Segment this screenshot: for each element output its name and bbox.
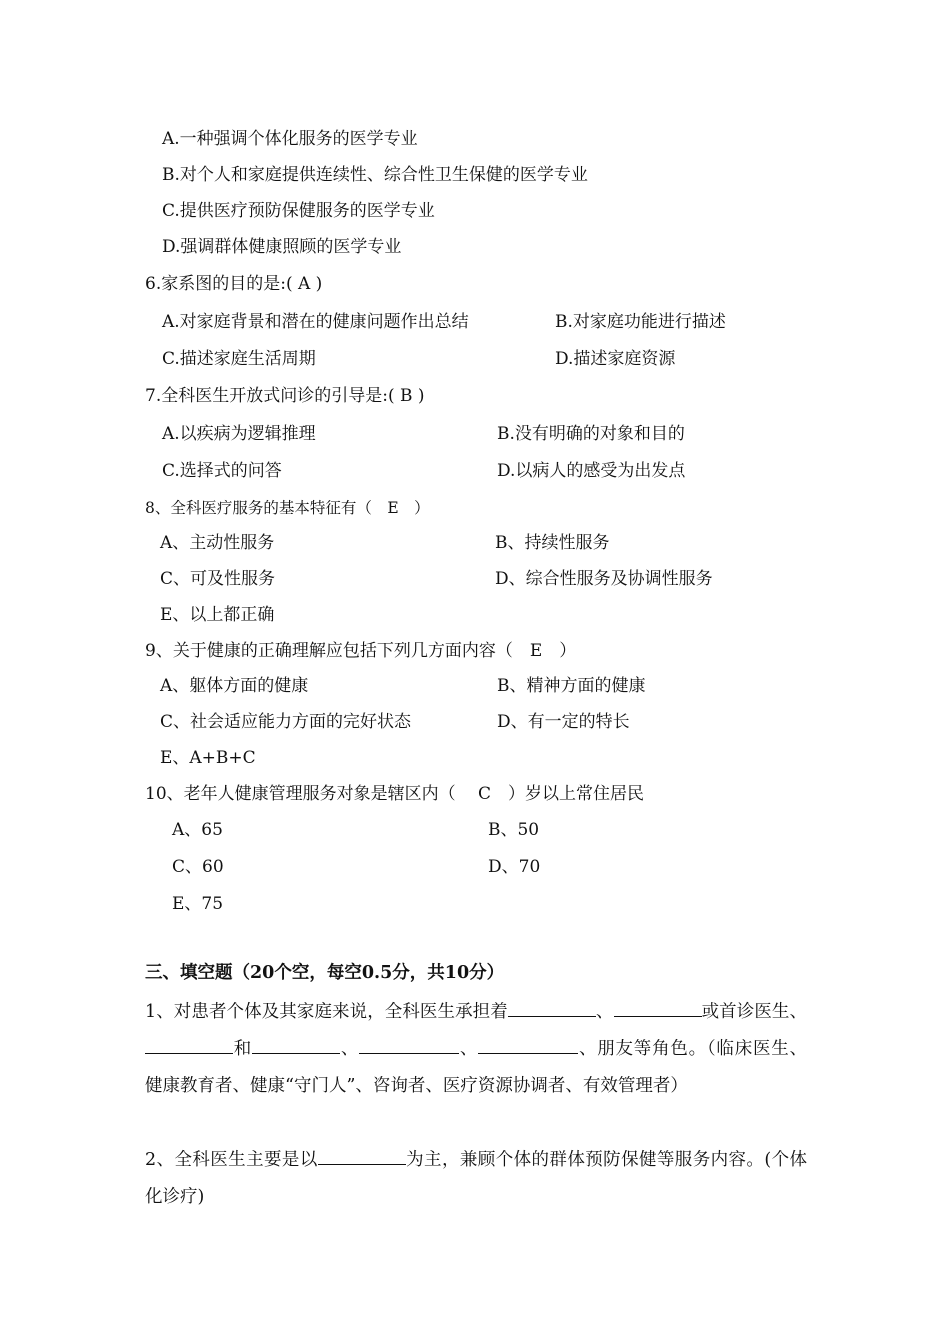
q8-option-c: C、可及性服务 bbox=[160, 569, 276, 589]
q7-option-d: D.以病人的感受为出发点 bbox=[497, 461, 686, 481]
q9-option-b: B、精神方面的健康 bbox=[497, 676, 646, 696]
answer-blank[interactable] bbox=[318, 1146, 406, 1165]
q6-option-c: C.描述家庭生活周期 bbox=[162, 349, 316, 369]
q9-option-d: D、有一定的特长 bbox=[497, 712, 630, 732]
q10-stem: 10、老年人健康管理服务对象是辖区内（ C ）岁以上常住居民 bbox=[145, 784, 645, 804]
q8-option-d: D、综合性服务及协调性服务 bbox=[495, 569, 713, 589]
q5-option-d: D.强调群体健康照顾的医学专业 bbox=[162, 237, 402, 257]
q7-option-b: B.没有明确的对象和目的 bbox=[497, 424, 685, 444]
answer-blank[interactable] bbox=[614, 998, 702, 1017]
q5-option-c: C.提供医疗预防保健服务的医学专业 bbox=[162, 201, 435, 221]
fill1-text-1: 1、对患者个体及其家庭来说，全科医生承担着 bbox=[145, 1002, 508, 1022]
q10-option-c: C、60 bbox=[172, 857, 224, 877]
fill1-text-5: 、 bbox=[340, 1039, 360, 1059]
fill1-text-6: 、 bbox=[459, 1039, 479, 1059]
fill2-text-1: 2、全科医生主要是以 bbox=[145, 1150, 318, 1170]
answer-blank[interactable] bbox=[508, 998, 596, 1017]
q8-option-e: E、以上都正确 bbox=[160, 605, 275, 625]
q7-option-a: A.以疾病为逻辑推理 bbox=[162, 424, 316, 444]
answer-blank[interactable] bbox=[478, 1035, 578, 1054]
q5-option-a: A.一种强调个体化服务的医学专业 bbox=[162, 129, 418, 149]
answer-blank[interactable] bbox=[252, 1035, 340, 1054]
fill1-text-7: 、朋友等角色。（临床医生、健康教育者、健康“守门人”、咨询者、医疗资源协调者、有效管理者） bbox=[145, 1039, 808, 1096]
q7-stem: 7.全科医生开放式问诊的引导是:( B ) bbox=[145, 386, 425, 406]
q10-option-d: D、70 bbox=[488, 857, 541, 877]
fill-question-2 bbox=[145, 1142, 807, 1216]
q8-stem: 8、全科医疗服务的基本特征有（ E ） bbox=[145, 499, 430, 517]
q7-option-c: C.选择式的问答 bbox=[162, 461, 282, 481]
q8-option-a: A、主动性服务 bbox=[160, 533, 275, 553]
q9-option-c: C、社会适应能力方面的完好状态 bbox=[160, 712, 412, 732]
q6-option-a: A.对家庭背景和潜在的健康问题作出总结 bbox=[162, 312, 469, 332]
q6-option-b: B.对家庭功能进行描述 bbox=[555, 312, 726, 332]
q6-option-d: D.描述家庭资源 bbox=[555, 349, 676, 369]
answer-blank[interactable] bbox=[145, 1035, 233, 1054]
answer-blank[interactable] bbox=[359, 1035, 459, 1054]
fill2-text-2: 为主，兼顾个体的群体预防保健等服务内容。(个体化诊疗) bbox=[145, 1150, 807, 1207]
q9-option-e: E、A+B+C bbox=[160, 748, 256, 768]
q9-option-a: A、躯体方面的健康 bbox=[160, 676, 309, 696]
fill1-text-3: 或首诊医生、 bbox=[701, 1002, 808, 1022]
q10-option-a: A、65 bbox=[172, 820, 223, 840]
q10-option-b: B、50 bbox=[488, 820, 540, 840]
fill1-text-2: 、 bbox=[595, 1002, 614, 1022]
fill1-text-4: 和 bbox=[233, 1039, 253, 1059]
q8-option-b: B、持续性服务 bbox=[495, 533, 610, 553]
q9-stem: 9、关于健康的正确理解应包括下列几方面内容（ E ） bbox=[145, 641, 577, 661]
q6-stem: 6.家系图的目的是:( A ) bbox=[145, 274, 323, 294]
q5-option-b: B.对个人和家庭提供连续性、综合性卫生保健的医学专业 bbox=[162, 165, 588, 185]
q10-option-e: E、75 bbox=[172, 894, 224, 914]
section-heading: 三、填空题（20个空，每空0.5分，共10分） bbox=[145, 963, 505, 983]
fill-question-1 bbox=[145, 994, 807, 1105]
